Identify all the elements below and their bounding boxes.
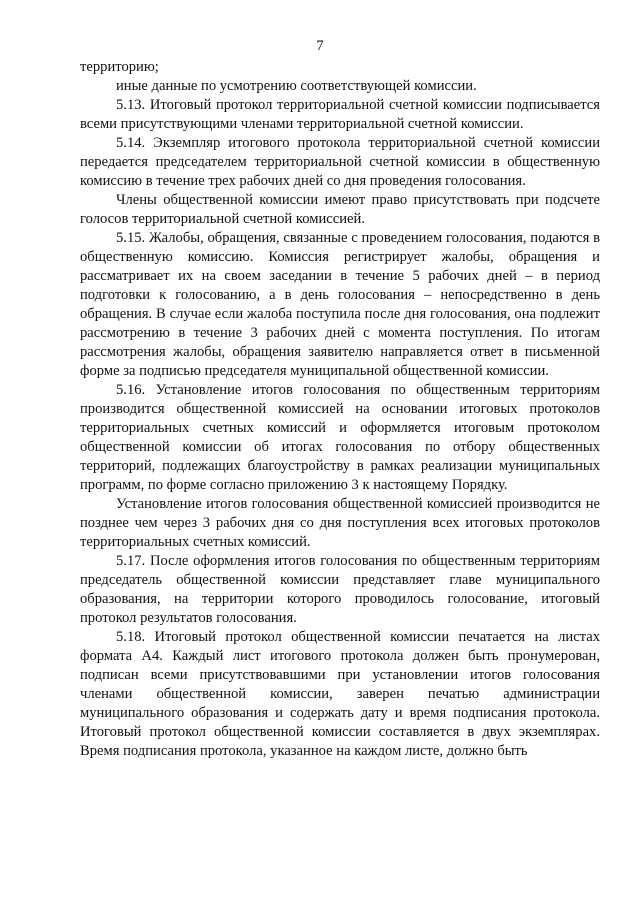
paragraph-other-data: иные данные по усмотрению соответствующей комиссии.	[116, 78, 477, 94]
paragraph-5-16: 5.16. Установление итогов голосования по общественным территориям производится общественной комиссией на основании итоговых протоколов территориальных счетных комиссий и оформляется итоговым протоколом общественной комиссии об итогах голосования по отбору общественных территорий, подлежащих благоустройству в рамках реализации муниципальных программ, по форме согласно приложению 3 к настоящему Порядку.	[80, 382, 600, 493]
paragraph-5-17: 5.17. После оформления итогов голосования по общественным территориям председатель общественной комиссии представляет главе муниципального образования, на территории которого проводилось голосование, итоговый протокол результатов голосования.	[80, 553, 600, 626]
paragraph-5-15: 5.15. Жалобы, обращения, связанные с проведением голосования, подаются в общественную комиссию. Комиссия регистрирует жалобы, обращения и рассматривает их на своем заседании в течение 5 рабочих дней – в период подготовки к голосованию, а в день голосования – непосредственно в день обращения. В случае если жалоба поступила после дня голосования, она подлежит рассмотрению в течение 3 рабочих дней с момента поступления. По итогам рассмотрения жалобы, обращения заявителю направляется ответ в письменной форме за подписью председателя муниципальной общественной комиссии.	[80, 230, 600, 379]
paragraph-results-deadline: Установление итогов голосования общественной комиссией производится не позднее чем через 3 рабочих дня со дня поступления всех итоговых протоколов территориальных счетных комиссий.	[80, 496, 600, 550]
paragraph-territory: территорию;	[80, 59, 159, 75]
paragraph-5-18: 5.18. Итоговый протокол общественной комиссии печатается на листах формата А4. Каждый лист итогового протокола должен быть пронумерован, подписан всеми присутствовавшими при установлении итогов голосования членами общественной комиссии, заверен печатью администрации муниципального образования и содержать дату и время подписания протокола. Итоговый протокол общественной комиссии составляется в двух экземплярах. Время подписания протокола, указанное на каждом листе, должно быть	[80, 629, 600, 759]
paragraph-5-14: 5.14. Экземпляр итогового протокола территориальной счетной комиссии передается председателем территориальной счетной комиссии в общественную комиссию в течение трех рабочих дней со дня проведения голосования.	[80, 135, 600, 189]
document-body	[80, 58, 600, 761]
paragraph-members: Члены общественной комиссии имеют право присутствовать при подсчете голосов территориальной счетной комиссией.	[80, 192, 600, 227]
page-number: 7	[316, 38, 324, 54]
paragraph-5-13: 5.13. Итоговый протокол территориальной счетной комиссии подписывается всеми присутствующими членами территориальной счетной комиссии.	[80, 97, 600, 132]
